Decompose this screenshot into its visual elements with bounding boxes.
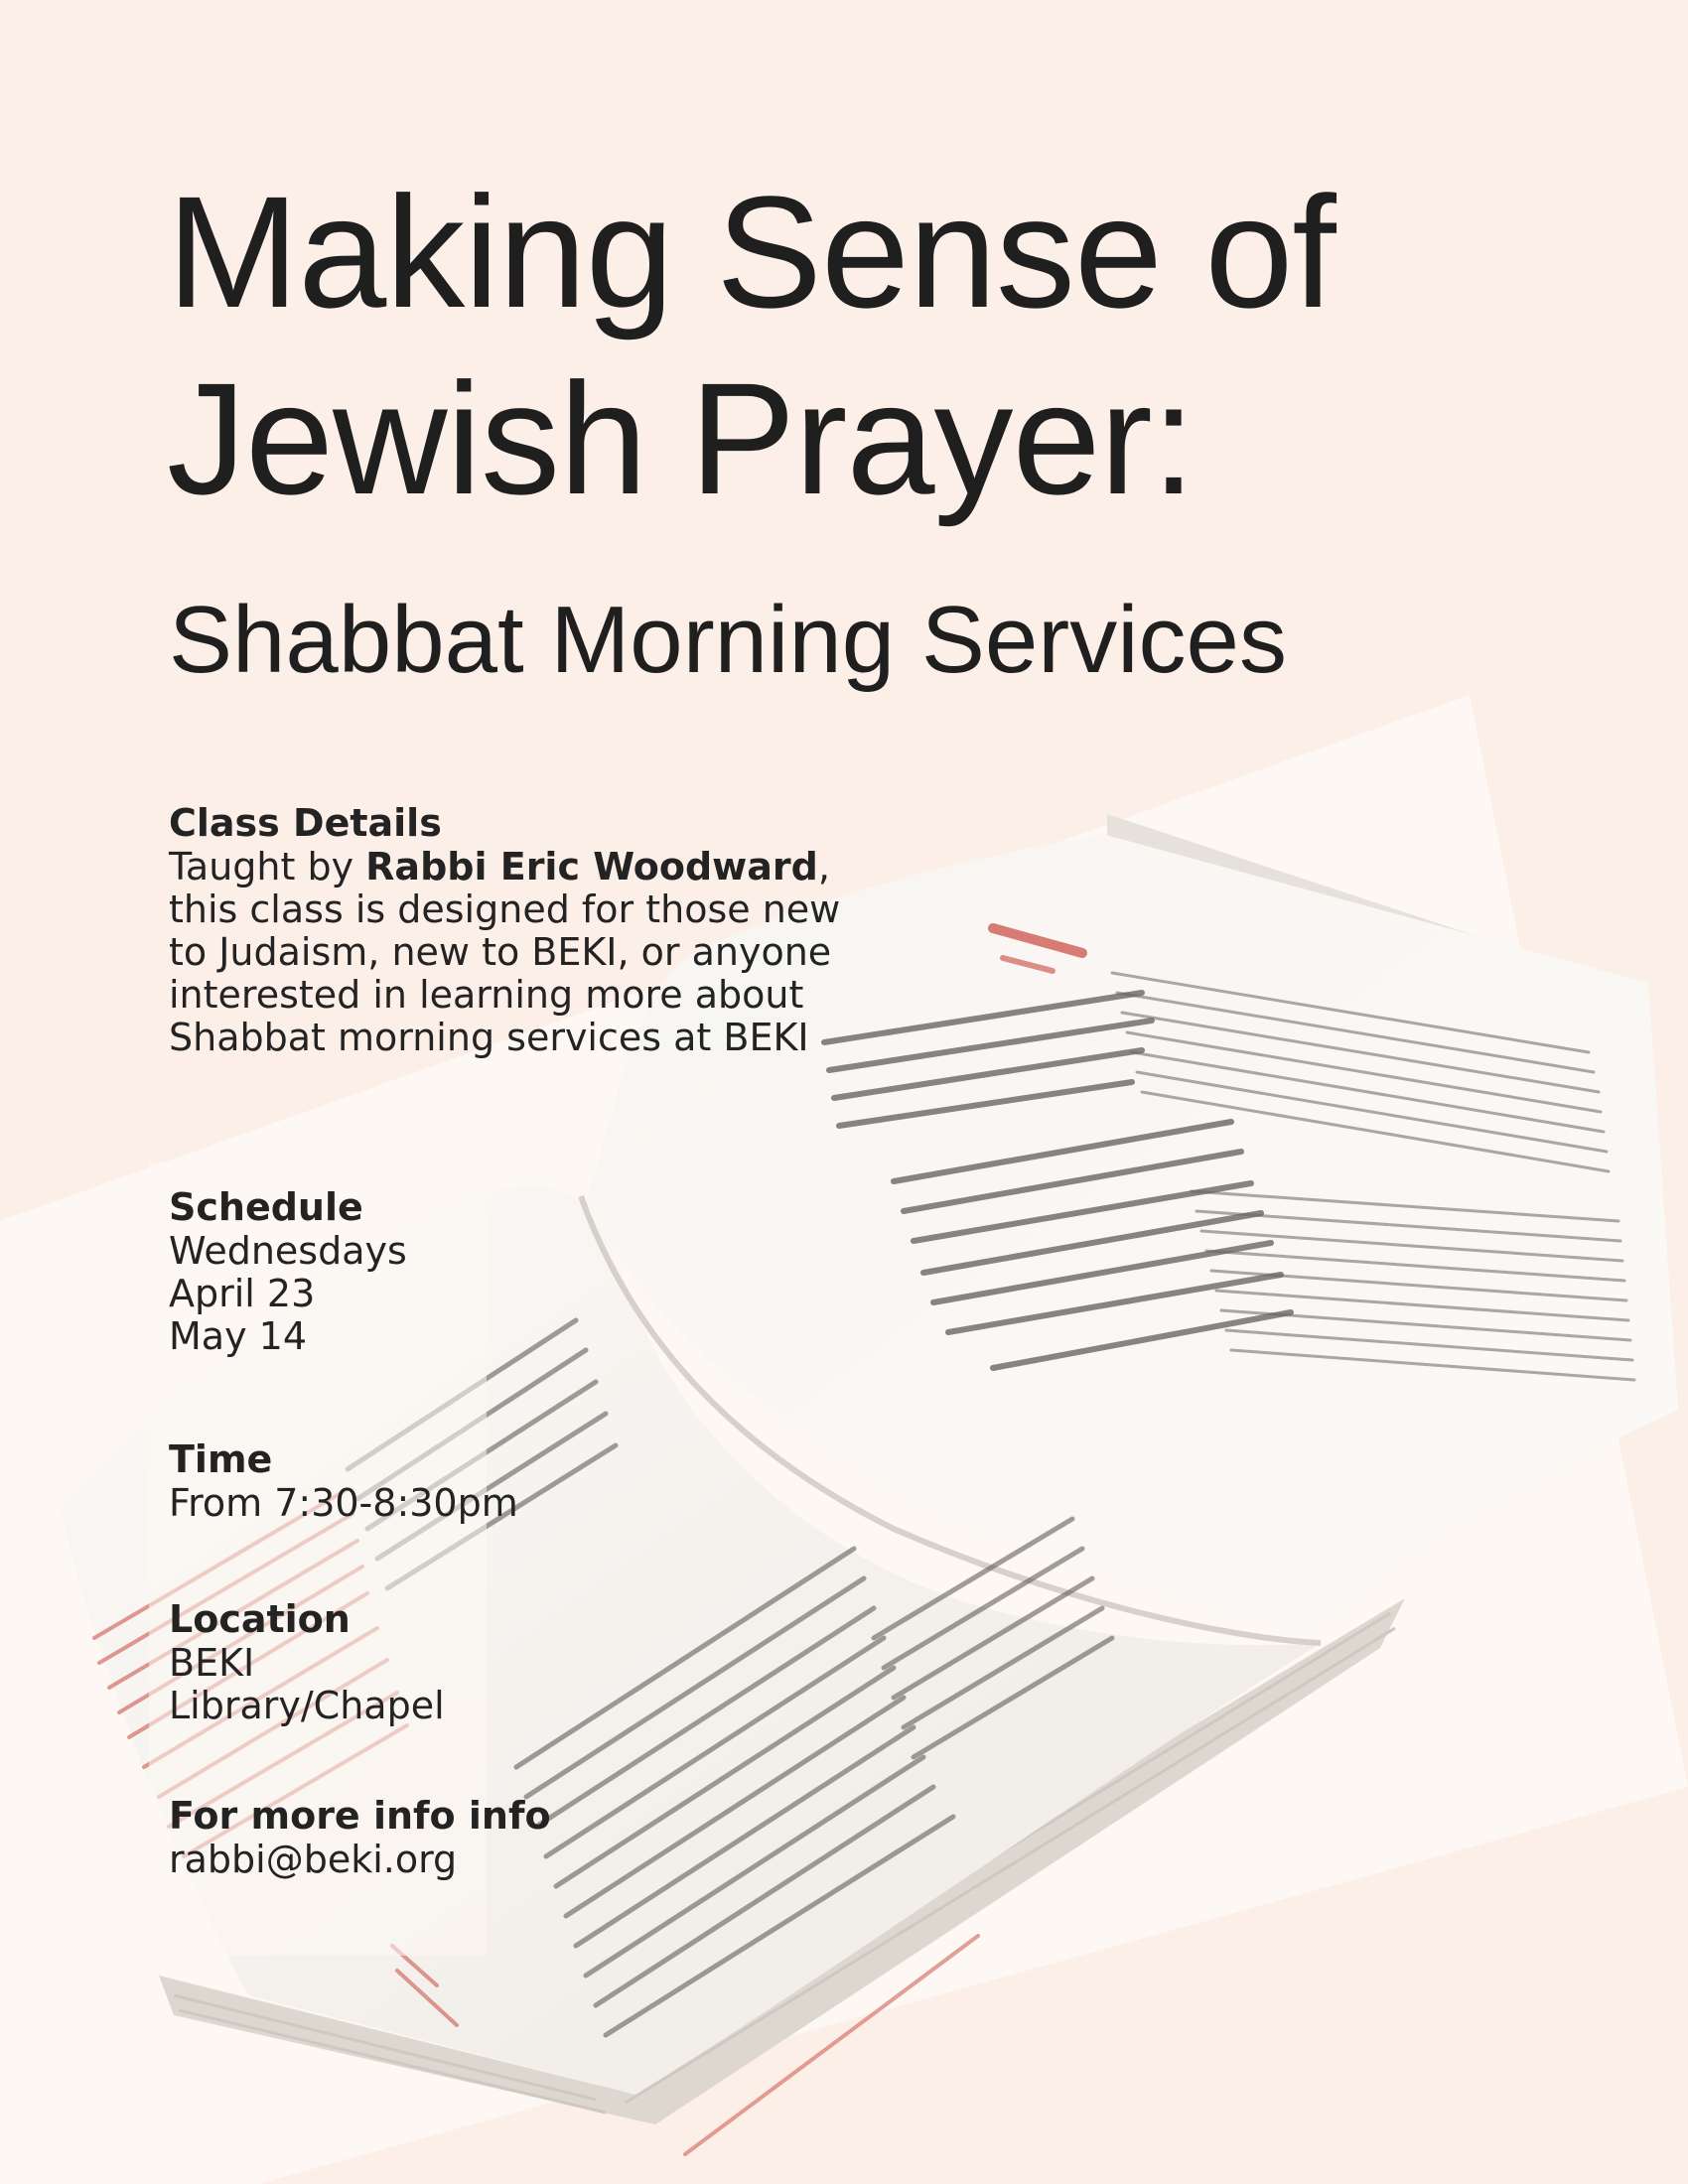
time-section	[169, 1436, 923, 1525]
contact-section	[169, 1793, 923, 1881]
title-line-1: Making Sense of	[167, 163, 1336, 341]
schedule-heading: Schedule	[169, 1185, 363, 1229]
location-text	[169, 1642, 923, 1727]
time-value: From 7:30-8:30pm	[169, 1481, 518, 1525]
contact-email[interactable]: rabbi@beki.org	[169, 1838, 458, 1881]
class-details-section	[169, 800, 923, 1059]
class-details-heading: Class Details	[169, 801, 442, 845]
details-line-4: Shabbat morning services at BEKI	[169, 1016, 809, 1059]
teacher-name: Rabbi Eric Woodward	[365, 845, 818, 888]
schedule-date-1: April 23	[169, 1272, 316, 1315]
class-details-text	[169, 846, 923, 1059]
location-section	[169, 1596, 923, 1727]
details-line-0: ,	[817, 845, 830, 888]
location-line-2: Library/Chapel	[169, 1684, 445, 1727]
schedule-section	[169, 1184, 923, 1358]
page-subtitle: Shabbat Morning Services	[169, 587, 1287, 693]
time-heading: Time	[169, 1437, 273, 1481]
page-title	[167, 159, 1336, 532]
details-line-2: to Judaism, new to BEKI, or anyone	[169, 930, 832, 974]
details-line-1: this class is designed for those new	[169, 887, 841, 931]
schedule-date-2: May 14	[169, 1314, 307, 1358]
details-line-3: interested in learning more about	[169, 973, 804, 1017]
schedule-day: Wednesdays	[169, 1229, 407, 1273]
schedule-text	[169, 1230, 923, 1358]
taught-by-prefix: Taught by	[169, 845, 366, 888]
title-line-2: Jewish Prayer:	[167, 349, 1196, 527]
location-heading: Location	[169, 1597, 351, 1641]
location-line-1: BEKI	[169, 1641, 255, 1685]
contact-heading: For more info info	[169, 1794, 551, 1838]
